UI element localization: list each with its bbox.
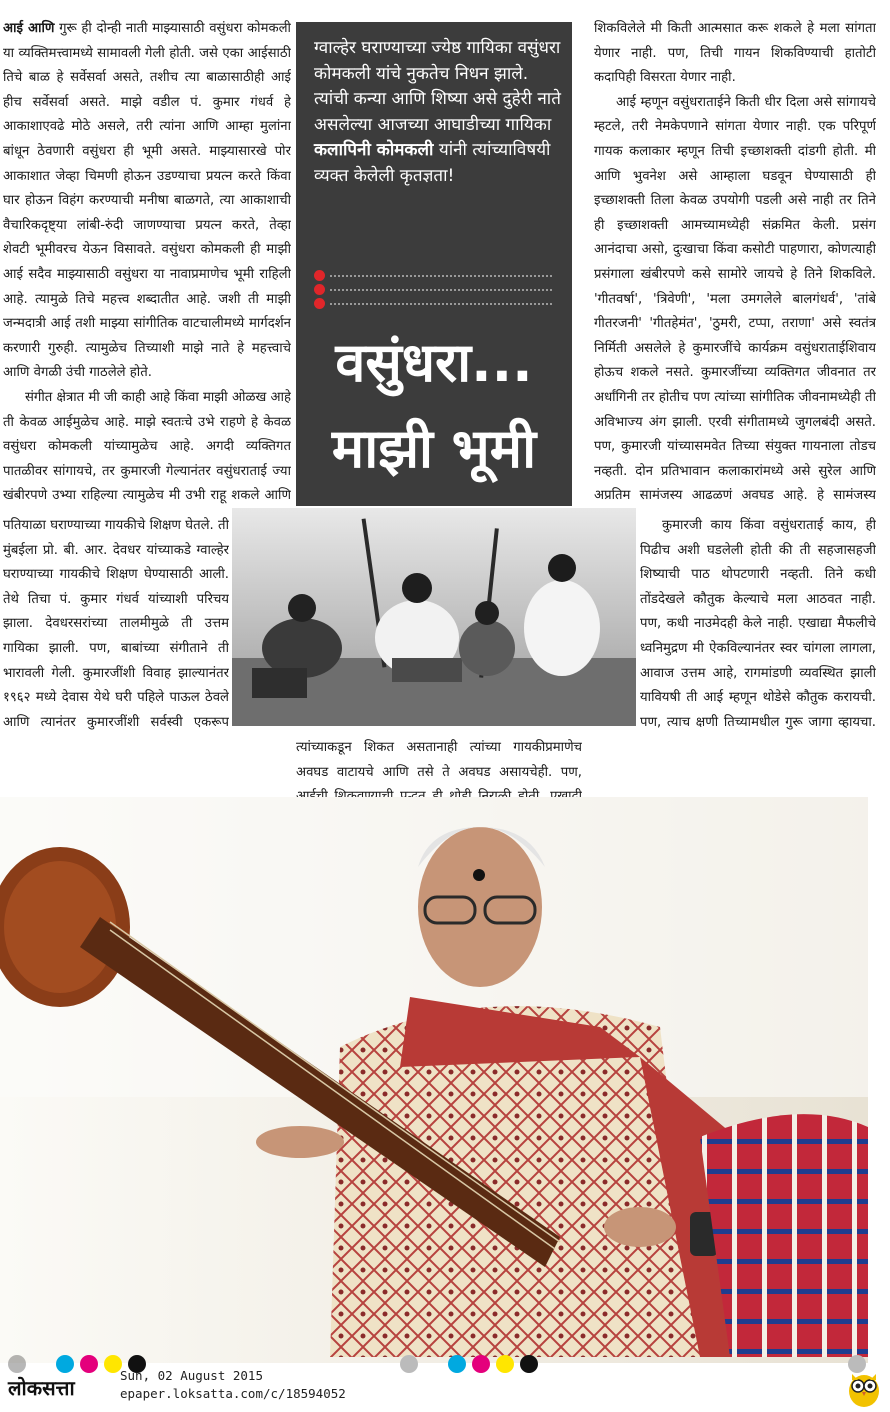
- footer-logo[interactable]: लोकसत्ता: [8, 1376, 75, 1400]
- portrait-photo: [0, 797, 868, 1363]
- left-column-lower: [3, 514, 229, 736]
- portrait-photo-image: [0, 797, 868, 1363]
- dotted-rule-3: [330, 303, 552, 305]
- left-paragraph-3: पतियाळा घराण्याच्या गायकीचे शिक्षण घेतले. ती मुंबईला प्रो. बी. आर. देवधर यांच्याकडे ग्वाल्हेर घराण्याच्या गायकीचे शिक्षण घेण्यासाठी आली. तेथे तिचा पं. कुमार गंधर्व यांच्याशी परिचय झाला. देवधरसरांच्या तालमीमुळे ती उत्तम गायिका झाली. पण, बाबांच्या संगीताने ती भारावली गेली. कुमारजींशी विवाह झाल्यानंतर १९६२ मध्ये देवास येथे घरी पहिले पाऊल ठेवले आणि त्यानंतर कुमारजींशी सर्वस्वी एकरूप: [3, 518, 229, 730]
- intro-standfirst: [314, 36, 564, 189]
- bullet-dot-2: [314, 284, 325, 295]
- left-paragraph-2: संगीत क्षेत्रात मी जी काही आहे किंवा माझी ओळख आहे ती केवळ आईमुळेच आहे. माझे स्वतःचे उभे राहणे हे केवळ वसुंधरा कोमकली यांच्यामुळेच आहे. अगदी व्यक्तिगत पातळीवर सांगायचे, तर कुमारजी गेल्यानंतर वसुंधराताई ज्या खंबीरपणे उभ्या राहिल्या त्यामुळेच मी उभी राहू शकले आणि: [3, 389, 291, 504]
- headline-line-1: वसुंधरा...: [335, 331, 533, 394]
- left-column-top: [3, 17, 291, 507]
- intro-name-bold: कलापिनी कोमकली: [314, 140, 434, 160]
- bullet-dot-1: [314, 270, 325, 281]
- footer-url[interactable]: epaper.loksatta.com/c/18594052: [120, 1386, 346, 1401]
- right-paragraph-2: आई म्हणून वसुंधराताईने किती धीर दिला असे सांगायचे म्हटले, तरी नेमकेपणाने सांगता येणार नाही. एक परिपूर्ण गायक कलाकार म्हणून तिची इच्छाशक्ती दांडगी होती. मी आणि भुवनेश असे आम्हाला घडवून घेण्यासाठी ही इच्छाशक्ती तिला केवळ उपयोगी पडली असे नाही तर तिने ही इच्छाशक्ती आमच्यामध्येही संक्रमित केली. प्रसंग आनंदाचा असो, दुःखाचा किंवा कसोटी पाहणारा, कोणत्याही प्रसंगाला खंबीरपणे कसे सामोरे जायचे हे तिने शिकविले. 'गीतवर्षा', 'त्रिवेणी', 'मला उमगलेले बालगंधर्व', 'तांबे गीतरजनी' 'गीतहेमंत', 'ठुमरी, टप्पा, तराणा' असे स्वतंत्र निर्मिती असलेले हे कुमारजींचे कार्यक्रम वसुंधराताईशिवाय होऊच शकले नसते. कुमारजींच्या व्यक्तिगत जीवनात तर अर्धांगिनी तर होतीच पण त्यांच्या सांगीतिक जीवनामध्येही ती अविभाज्य अंग झाली. एरवी संगीतामध्ये जुगलबंदी असते. पण, कुमारजी यांच्यासमवेत तिच्या संयुक्त गायनाला तोडच नव्हती. दोन प्रतिभावान कलाकारांमध्ये असे सुरेल आणि अप्रतिम सामंजस्य आढळणं अवघड आहे. हे सामंजस्य: [594, 94, 876, 504]
- middle-paragraph-top: त्यांच्याकडून शिकत असतानाही त्यांच्या गायकीप्रमाणेच अवघड वाटायचे आणि तसे ते अवघड असायचेही. पण,: [296, 740, 582, 780]
- right-paragraph-3: कुमारजी काय किंवा वसुंधराताई काय, ही पिढीच अशी घडलेली होती की ती सहजासहजी शिष्याची पाठ थोपटणारी नव्हती. तिने कधी तोंडदेखले कौतुक केल्याचे मला आठवत नाही. पण, कधी नाउमेदही केले नाही. एखाद्या मैफलीचे ध्वनिमुद्रण मी ऐकविल्यानंतर स्वर चांगला लागला, आवाज उत्तम आहे, रागमांडणी व्यवस्थित झाली यावियषी ती आई म्हणून थोडेसे कौतुक करायची. पण, त्याच क्षणी तिच्यामधील गुरू जागा व्हायचा.: [640, 518, 876, 730]
- right-paragraph-1: शिकविलेले मी किती आत्मसात करू शकले हे मला सांगता येणार नाही. पण, तिची गायन शिकविण्याची हातोटी कदापिही विसरता येणार नाही.: [594, 21, 876, 86]
- intro-text-after: यांनी त्यांच्याविषयी व्यक्त केलेली कृतज्ञता!: [314, 140, 551, 186]
- bullet-dot-3: [314, 298, 325, 309]
- intro-box: [296, 22, 572, 506]
- footer: [0, 1362, 890, 1412]
- concert-photo: [232, 508, 636, 726]
- concert-photo-image: [232, 508, 636, 726]
- dotted-rule-1: [330, 275, 552, 277]
- headline-line-2: माझी भूमी: [331, 417, 537, 480]
- lead-words: आई आणि: [3, 21, 55, 36]
- intro-text-before: ग्वाल्हेर घराण्याच्या ज्येष्ठ गायिका वसुंधरा कोमकली यांचे नुकतेच निधन झाले. त्यांची कन्या आणि शिष्या असे दुहेरी नाते असलेल्या आजच्या आघाडीच्या गायिका: [314, 38, 561, 135]
- owl-icon: [846, 1370, 882, 1408]
- left-paragraph-1-text: गुरू ही दोन्ही नाती माझ्यासाठी वसुंधरा कोमकली या व्यक्तिमत्त्वामध्ये सामावली गेली होती. जसे एका आईसाठी तिचे बाळ हे सर्वेसर्वा असते, तशीच त्या बाळासाठीही आई हीच सर्वेसर्वा असते. माझे वडील पं. कुमार गंधर्व हे आकाशाएवढे मोठे असले, तरी त्यांना आणि आम्हा मुलांना बांधून ठेवणारी वसुंधरा ही भूमी असते. माझ्यासारखे पोर आकाशात जेव्हा चिमणी होऊन उडण्याचा प्रयत्न करते किंवा घार होऊन विहंग करण्याची मनीषा बाळगते, त्या आकाशाची वैचारिकदृष्ट्या लांबी-रुंदी जाणण्याचा प्रयत्न करते, तेव्हा शेवटी भूमीवरच येऊन विसावते. वसुंधरा कोमकली ही माझी आई सदैव माझ्यासाठी वसुंधरा या नावाप्रमाणेच भूमी राहिली आहे. त्यामुळे तिचे महत्त्व शब्दातीत आहे. जशी ती माझी जन्मदात्री आई तशी माझ्या सांगीतिक वाटचालीमध्ये मार्गदर्शन करणारी गुरुही. त्यामुळेच तिच्याशी माझे नाते हे महत्त्वाचे आणि वेगळी उंची गाठलेले होते.: [3, 21, 291, 381]
- dotted-rule-2: [330, 289, 552, 291]
- right-column-top: [594, 17, 876, 511]
- left-paragraph-1: [3, 17, 291, 386]
- footer-date: Sun, 02 August 2015: [120, 1368, 263, 1383]
- right-column-lower: [640, 514, 876, 736]
